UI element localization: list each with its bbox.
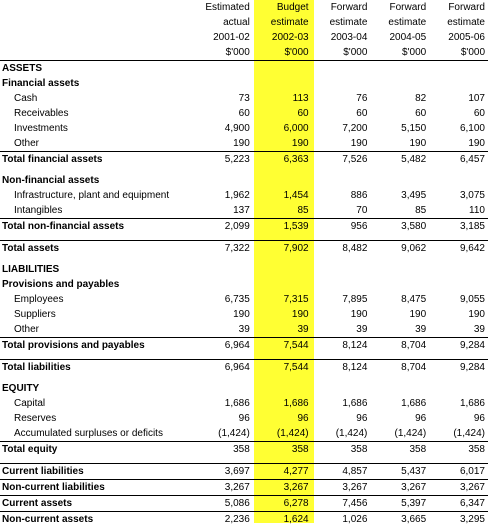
table-row <box>0 322 488 338</box>
value-cell: 2,099 <box>194 219 253 235</box>
row-label: Reserves <box>0 411 194 426</box>
value-cell: 39 <box>370 322 429 338</box>
value-cell: (1,424) <box>253 426 312 442</box>
value-cell <box>370 262 429 277</box>
value-cell: 60 <box>429 106 488 121</box>
value-cell <box>194 262 253 277</box>
value-cell: 4,277 <box>253 464 312 480</box>
total-row <box>0 442 488 458</box>
value-cell: 96 <box>194 411 253 426</box>
value-cell: 3,075 <box>429 188 488 203</box>
total-row <box>0 241 488 257</box>
table-row <box>0 426 488 442</box>
value-cell: 3,267 <box>370 480 429 496</box>
value-cell: 5,437 <box>370 464 429 480</box>
total-row <box>0 152 488 168</box>
value-cell: 39 <box>312 322 371 338</box>
total-row <box>0 338 488 354</box>
value-cell: 8,704 <box>370 360 429 376</box>
value-cell: 7,544 <box>253 360 312 376</box>
table-row <box>0 91 488 106</box>
value-cell: 60 <box>370 106 429 121</box>
value-cell: 6,000 <box>253 121 312 136</box>
value-cell: (1,424) <box>194 426 253 442</box>
row-label: Intangibles <box>0 203 194 219</box>
value-cell <box>312 76 371 91</box>
col-header-line: Budget <box>253 0 312 15</box>
value-cell: 5,397 <box>370 496 429 512</box>
value-cell: 96 <box>429 411 488 426</box>
row-label: Current liabilities <box>0 464 194 480</box>
row-label: Provisions and payables <box>0 277 194 292</box>
value-cell: 190 <box>312 136 371 152</box>
value-cell: 1,962 <box>194 188 253 203</box>
value-cell <box>253 76 312 91</box>
row-label: Receivables <box>0 106 194 121</box>
value-cell: 7,902 <box>253 241 312 257</box>
value-cell: 190 <box>312 307 371 322</box>
value-cell: 96 <box>370 411 429 426</box>
value-cell: 6,457 <box>429 152 488 168</box>
value-cell: 1,454 <box>253 188 312 203</box>
value-cell: 7,456 <box>312 496 371 512</box>
row-label: Non-current liabilities <box>0 480 194 496</box>
value-cell: 7,322 <box>194 241 253 257</box>
value-cell: 6,100 <box>429 121 488 136</box>
value-cell: 9,284 <box>429 360 488 376</box>
value-cell: 3,295 <box>429 512 488 527</box>
row-label: Current assets <box>0 496 194 512</box>
value-cell: 3,185 <box>429 219 488 235</box>
value-cell: 2,236 <box>194 512 253 527</box>
value-cell: 3,580 <box>370 219 429 235</box>
row-label: Total assets <box>0 241 194 257</box>
value-cell: 6,735 <box>194 292 253 307</box>
value-cell <box>312 173 371 188</box>
value-cell <box>194 277 253 292</box>
value-cell: 70 <box>312 203 371 219</box>
total-row <box>0 219 488 235</box>
value-cell <box>370 381 429 396</box>
col-header-line: Forward <box>429 0 488 15</box>
value-cell <box>253 277 312 292</box>
value-cell: 3,697 <box>194 464 253 480</box>
value-cell: 358 <box>312 442 371 458</box>
row-label: Other <box>0 136 194 152</box>
section-heading-row <box>0 262 488 277</box>
value-cell: 190 <box>370 307 429 322</box>
value-cell: 85 <box>370 203 429 219</box>
value-cell <box>253 61 312 77</box>
table-row <box>0 106 488 121</box>
row-label: EQUITY <box>0 381 194 396</box>
row-label: Financial assets <box>0 76 194 91</box>
value-cell: 6,964 <box>194 338 253 354</box>
value-cell <box>253 173 312 188</box>
value-cell: 6,964 <box>194 360 253 376</box>
row-label: LIABILITIES <box>0 262 194 277</box>
value-cell: 6,347 <box>429 496 488 512</box>
value-cell <box>370 61 429 77</box>
table-row <box>0 292 488 307</box>
value-cell: 358 <box>429 442 488 458</box>
value-cell: 7,895 <box>312 292 371 307</box>
value-cell: 1,539 <box>253 219 312 235</box>
col-header-line: estimate <box>312 15 371 30</box>
col-header-line: Forward <box>312 0 371 15</box>
table-row <box>0 411 488 426</box>
value-cell: 5,482 <box>370 152 429 168</box>
value-cell <box>429 381 488 396</box>
value-cell: 956 <box>312 219 371 235</box>
table-row <box>0 203 488 219</box>
value-cell: 8,124 <box>312 360 371 376</box>
value-cell: (1,424) <box>312 426 371 442</box>
col-header-line: Forward <box>370 0 429 15</box>
col-header-year: 2001-02 <box>194 30 253 45</box>
col-header-year: 2002-03 <box>253 30 312 45</box>
value-cell: 1,686 <box>194 396 253 411</box>
value-cell: 3,267 <box>194 480 253 496</box>
value-cell: 1,686 <box>312 396 371 411</box>
row-label: Infrastructure, plant and equipment <box>0 188 194 203</box>
value-cell: 76 <box>312 91 371 106</box>
value-cell: 1,624 <box>253 512 312 527</box>
value-cell: 3,267 <box>312 480 371 496</box>
value-cell: 8,482 <box>312 241 371 257</box>
row-label: Total equity <box>0 442 194 458</box>
section-heading-row <box>0 76 488 91</box>
row-label: Non-financial assets <box>0 173 194 188</box>
row-label: Total liabilities <box>0 360 194 376</box>
value-cell: 358 <box>194 442 253 458</box>
section-heading-row <box>0 61 488 77</box>
value-cell: 60 <box>253 106 312 121</box>
col-header-year: 2003-04 <box>312 30 371 45</box>
col-header-line: estimate <box>429 15 488 30</box>
value-cell: 110 <box>429 203 488 219</box>
header-blank <box>0 45 194 61</box>
value-cell: 1,686 <box>429 396 488 411</box>
value-cell: 190 <box>194 136 253 152</box>
row-label: Employees <box>0 292 194 307</box>
value-cell: 7,315 <box>253 292 312 307</box>
value-cell <box>194 173 253 188</box>
table-row <box>0 188 488 203</box>
value-cell: 39 <box>429 322 488 338</box>
table-row <box>0 396 488 411</box>
value-cell: 73 <box>194 91 253 106</box>
col-header-unit: $'000 <box>253 45 312 61</box>
value-cell: 1,686 <box>370 396 429 411</box>
value-cell: 107 <box>429 91 488 106</box>
value-cell: 96 <box>312 411 371 426</box>
col-header-line: actual <box>194 15 253 30</box>
row-label: Total non-financial assets <box>0 219 194 235</box>
row-label: Capital <box>0 396 194 411</box>
value-cell: 5,150 <box>370 121 429 136</box>
value-cell: 4,900 <box>194 121 253 136</box>
col-header-line: Estimated <box>194 0 253 15</box>
header-blank <box>0 0 194 15</box>
value-cell: 3,665 <box>370 512 429 527</box>
value-cell: 190 <box>429 307 488 322</box>
value-cell <box>312 61 371 77</box>
value-cell: 5,223 <box>194 152 253 168</box>
value-cell: 190 <box>194 307 253 322</box>
value-cell <box>429 173 488 188</box>
table-row <box>0 307 488 322</box>
value-cell: 9,055 <box>429 292 488 307</box>
value-cell: 190 <box>253 136 312 152</box>
value-cell: 60 <box>194 106 253 121</box>
row-label: Non-current assets <box>0 512 194 527</box>
value-cell: 3,267 <box>429 480 488 496</box>
value-cell: 190 <box>370 136 429 152</box>
row-label: Investments <box>0 121 194 136</box>
table-body <box>0 61 488 527</box>
row-label: Total provisions and payables <box>0 338 194 354</box>
value-cell: 9,062 <box>370 241 429 257</box>
value-cell: 7,200 <box>312 121 371 136</box>
row-label: Suppliers <box>0 307 194 322</box>
col-header-unit: $'000 <box>429 45 488 61</box>
value-cell <box>429 61 488 77</box>
value-cell: 358 <box>370 442 429 458</box>
value-cell: 113 <box>253 91 312 106</box>
value-cell: 1,686 <box>253 396 312 411</box>
table-row <box>0 121 488 136</box>
value-cell: 8,704 <box>370 338 429 354</box>
value-cell: 39 <box>194 322 253 338</box>
col-header-unit: $'000 <box>194 45 253 61</box>
value-cell: 9,284 <box>429 338 488 354</box>
col-header-line: estimate <box>370 15 429 30</box>
value-cell <box>194 61 253 77</box>
row-label: ASSETS <box>0 61 194 77</box>
value-cell: 82 <box>370 91 429 106</box>
value-cell <box>370 76 429 91</box>
total-row <box>0 360 488 376</box>
row-label: Other <box>0 322 194 338</box>
total-row <box>0 496 488 512</box>
value-cell: 3,267 <box>253 480 312 496</box>
value-cell: 886 <box>312 188 371 203</box>
value-cell: (1,424) <box>370 426 429 442</box>
value-cell: 96 <box>253 411 312 426</box>
section-heading-row <box>0 277 488 292</box>
col-header-line: estimate <box>253 15 312 30</box>
total-row <box>0 480 488 496</box>
value-cell: 8,475 <box>370 292 429 307</box>
header-blank <box>0 15 194 30</box>
value-cell <box>429 262 488 277</box>
value-cell: 6,363 <box>253 152 312 168</box>
col-header-unit: $'000 <box>370 45 429 61</box>
value-cell <box>429 277 488 292</box>
total-row <box>0 512 488 527</box>
section-heading-row <box>0 381 488 396</box>
value-cell <box>429 76 488 91</box>
value-cell <box>194 381 253 396</box>
row-label: Total financial assets <box>0 152 194 168</box>
col-header-year: 2005-06 <box>429 30 488 45</box>
value-cell <box>370 173 429 188</box>
col-header-year: 2004-05 <box>370 30 429 45</box>
value-cell: 1,026 <box>312 512 371 527</box>
value-cell: (1,424) <box>429 426 488 442</box>
value-cell: 4,857 <box>312 464 371 480</box>
row-label: Accumulated surpluses or deficits <box>0 426 194 442</box>
value-cell <box>194 76 253 91</box>
section-heading-row <box>0 173 488 188</box>
value-cell: 3,495 <box>370 188 429 203</box>
value-cell: 60 <box>312 106 371 121</box>
value-cell: 7,526 <box>312 152 371 168</box>
col-header-unit: $'000 <box>312 45 371 61</box>
table-header <box>0 0 488 61</box>
value-cell: 190 <box>253 307 312 322</box>
header-blank <box>0 30 194 45</box>
value-cell: 39 <box>253 322 312 338</box>
value-cell: 358 <box>253 442 312 458</box>
value-cell: 85 <box>253 203 312 219</box>
value-cell <box>312 262 371 277</box>
value-cell: 5,086 <box>194 496 253 512</box>
value-cell: 190 <box>429 136 488 152</box>
value-cell: 6,017 <box>429 464 488 480</box>
value-cell: 9,642 <box>429 241 488 257</box>
value-cell <box>312 381 371 396</box>
row-label: Cash <box>0 91 194 106</box>
value-cell <box>312 277 371 292</box>
total-row <box>0 464 488 480</box>
value-cell <box>253 381 312 396</box>
value-cell: 8,124 <box>312 338 371 354</box>
value-cell: 7,544 <box>253 338 312 354</box>
table-row <box>0 136 488 152</box>
value-cell <box>253 262 312 277</box>
value-cell <box>370 277 429 292</box>
value-cell: 137 <box>194 203 253 219</box>
value-cell: 6,278 <box>253 496 312 512</box>
